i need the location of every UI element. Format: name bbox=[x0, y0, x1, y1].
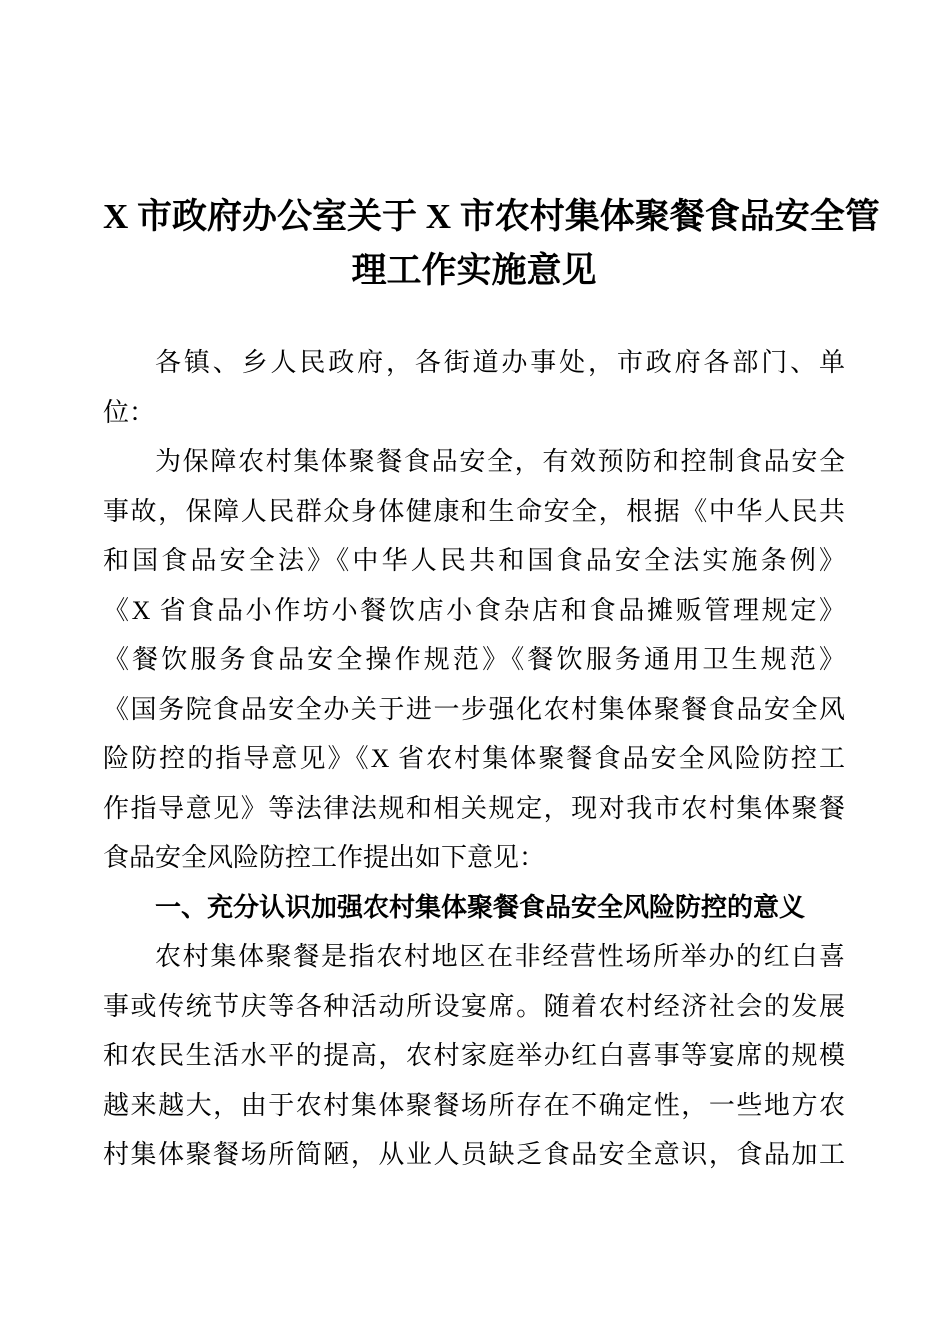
text-line: 越来越大，由于农村集体聚餐场所存在不确定性，一些地方农 bbox=[103, 1090, 845, 1120]
salutation-paragraph bbox=[103, 338, 845, 437]
heading-line: 一、充分认识加强农村集体聚餐食品安全风险防控的意义 bbox=[155, 891, 806, 922]
document-body bbox=[103, 338, 845, 1180]
title-line: 理工作实施意见 bbox=[351, 251, 597, 290]
text-line: 险防控的指导意见》《X 省农村集体聚餐食品安全风险防控工 bbox=[103, 744, 845, 773]
text-line: 《X 省食品小作坊小餐饮店小食杂店和食品摊贩管理规定》 bbox=[103, 595, 845, 625]
title-line: X 市政府办公室关于 X 市农村集体聚餐食品安全管 bbox=[103, 197, 880, 236]
section-1-heading bbox=[103, 883, 845, 933]
text-line: 《餐饮服务食品安全操作规范》《餐饮服务通用卫生规范》 bbox=[103, 645, 845, 674]
document-content bbox=[103, 190, 880, 1180]
text-line: 和国食品安全法》《中华人民共和国食品安全法实施条例》 bbox=[103, 546, 845, 575]
text-line: 各镇、乡人民政府，各街道办事处，市政府各部门、单 bbox=[155, 348, 845, 377]
text-line: 位： bbox=[103, 397, 156, 427]
preamble-paragraph bbox=[103, 437, 845, 883]
text-line: 和农民生活水平的提高，农村家庭举办红白喜事等宴席的规模 bbox=[103, 1041, 845, 1070]
text-line: 食品安全风险防控工作提出如下意见： bbox=[103, 843, 546, 872]
document-title bbox=[103, 190, 880, 298]
text-line: 事故，保障人民群众身体健康和生命安全，根据《中华人民共 bbox=[103, 496, 845, 526]
text-line: 作指导意见》等法律法规和相关规定，现对我市农村集体聚餐 bbox=[103, 793, 845, 823]
text-line: 村集体聚餐场所简陋，从业人员缺乏食品安全意识，食品加工 bbox=[103, 1140, 845, 1169]
text-line: 《国务院食品安全办关于进一步强化农村集体聚餐食品安全风 bbox=[103, 694, 845, 724]
text-line: 农村集体聚餐是指农村地区在非经营性场所举办的红白喜 bbox=[155, 942, 845, 971]
section-1-paragraph bbox=[103, 932, 845, 1180]
text-line: 事或传统节庆等各种活动所设宴席。随着农村经济社会的发展 bbox=[103, 991, 845, 1021]
text-line: 为保障农村集体聚餐食品安全，有效预防和控制食品安全 bbox=[155, 447, 845, 476]
